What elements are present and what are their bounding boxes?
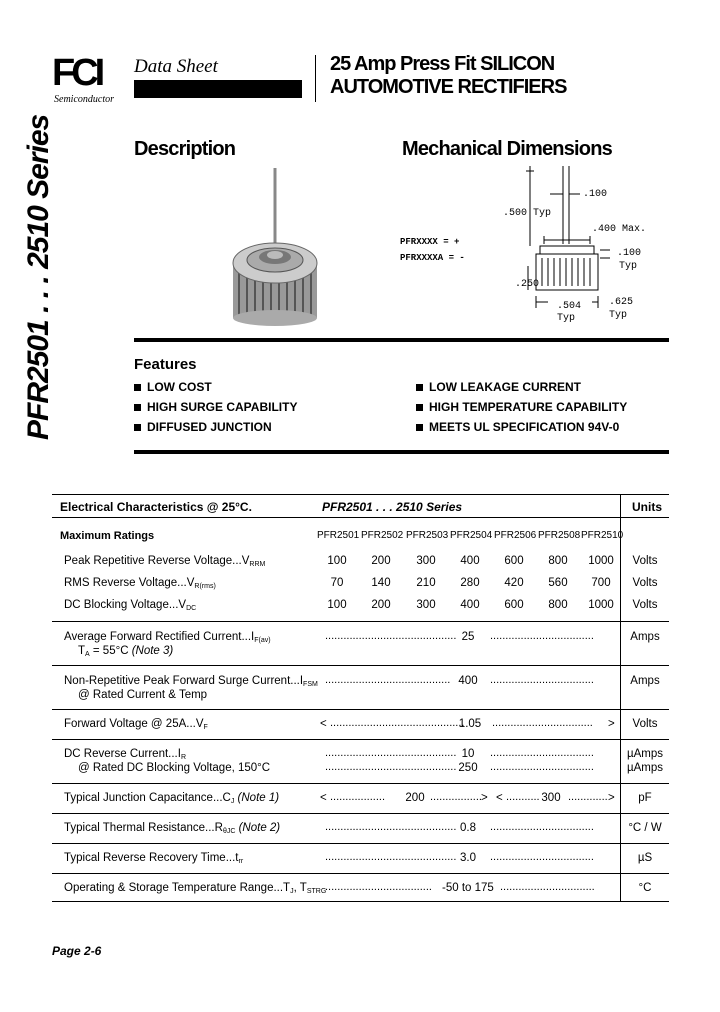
dim-504-typ: Typ — [557, 313, 576, 324]
trr-value: 3.0 — [460, 852, 476, 864]
features-bottom-rule — [134, 450, 669, 454]
reverse-value-1: 10 — [461, 748, 475, 760]
dim-625-typ: Typ — [609, 310, 628, 321]
feature-left-1: LOW COST — [134, 380, 212, 394]
cap-lt-1: < — [320, 792, 327, 804]
rating-value: 800 — [548, 555, 568, 567]
reverse-unit-2: µAmps — [626, 762, 664, 774]
column-header: PFR2501 — [317, 530, 360, 541]
rating-value: 400 — [460, 599, 480, 611]
reverse-unit-1: µAmps — [626, 748, 664, 760]
rating-value: 200 — [371, 599, 391, 611]
cap-unit: pF — [638, 792, 652, 804]
feature-left-3: DIFFUSED JUNCTION — [134, 420, 272, 434]
vf-label: Forward Voltage @ $25A...V_F$ — [64, 718, 208, 731]
row-rule — [52, 739, 669, 740]
rating-value: 300 — [416, 555, 436, 567]
row-rule — [52, 813, 669, 814]
dot-leader: ................. — [430, 791, 482, 803]
reverse-label: DC Reverse $Current...I_R$ — [64, 748, 187, 761]
feature-left-2: HIGH SURGE CAPABILITY — [134, 400, 297, 414]
rating-value: 600 — [504, 599, 524, 611]
table-header-units: Units — [632, 500, 662, 514]
feature-right-1: LOW LEAKAGE CURRENT — [416, 380, 581, 394]
reverse-value-2: 250 — [458, 762, 478, 774]
column-header: PFR2506 — [494, 530, 537, 541]
row-rule — [52, 843, 669, 844]
vf-value: 1.05 — [458, 718, 482, 730]
table-header-series: PFR2501 . . . 2510 Series — [322, 500, 463, 514]
dim-250: .250 — [515, 279, 540, 290]
header-bar — [134, 80, 302, 98]
rating-unit: Volts — [632, 599, 658, 611]
row-rule — [52, 783, 669, 784]
header-divider — [315, 55, 316, 102]
dot-leader: .................................. — [490, 851, 594, 863]
table-top-rule — [52, 494, 669, 495]
vf-gt: > — [608, 718, 615, 730]
dot-leader: .................................. — [490, 674, 594, 686]
rating-value: 100 — [327, 599, 347, 611]
dot-leader: ........................................... — [325, 747, 457, 759]
dot-leader: ................................. — [492, 717, 593, 729]
table-bottom-rule — [52, 901, 669, 902]
feature-right-3: MEETS UL SPECIFICATION 94V-0 — [416, 420, 619, 434]
trr-label: Typical Reverse Recovery $Time...t_{rr}$ — [64, 852, 244, 865]
cap-value-2: 300 — [541, 792, 561, 804]
dot-leader: ........................................... — [325, 630, 457, 642]
thermal-label: Typical Thermal $Resistance...R_{\theta JC}$ (Note 2) — [64, 822, 281, 835]
dot-leader: ........................................... — [325, 851, 457, 863]
polarity-positive: PFRXXXX = + — [400, 237, 460, 247]
rating-unit: Volts — [632, 577, 658, 589]
rating-value: 70 — [330, 577, 344, 589]
dim-100-right: .100 — [617, 248, 642, 259]
dim-500: .500 Typ — [503, 208, 552, 219]
description-heading: Description — [134, 138, 236, 160]
dot-leader: ........................................... — [325, 761, 457, 773]
page-title — [330, 53, 566, 99]
rating-value: 140 — [371, 577, 391, 589]
side-series-title: PFR2501 . . . 2510 Series — [22, 114, 55, 440]
row-rule — [52, 873, 669, 874]
dot-leader: .................................. — [490, 821, 594, 833]
avg-current-condition: $T_A = 55^\circ C$ (Note 3) — [78, 645, 174, 658]
surge-condition: @ Rated Current & Temp — [78, 689, 208, 701]
title-line-1: 25 Amp Press Fit SILICON — [330, 53, 555, 75]
rating-unit: Volts — [632, 555, 658, 567]
rating-value: 280 — [460, 577, 480, 589]
rating-label: Peak Repetitive Reverse $Voltage...V_{RRM}$ — [64, 555, 266, 568]
column-header: PFR2504 — [450, 530, 493, 541]
temp-unit: °C — [638, 882, 652, 894]
rating-label: RMS Reverse $Voltage...V_{R(rms)}$ — [64, 577, 216, 590]
surge-value: 400 — [458, 675, 478, 687]
logo-subtitle: Semiconductor — [54, 94, 114, 105]
cap-gt-2: > — [608, 792, 615, 804]
reverse-condition: @ Rated DC Blocking Voltage, 150°C — [78, 762, 271, 774]
doc-type: Data Sheet — [134, 56, 218, 77]
max-ratings-label: Maximum Ratings — [60, 530, 155, 542]
vf-unit: Volts — [632, 718, 658, 730]
dim-100-top: .100 — [583, 189, 608, 200]
cap-label: Typical Junction $Capacitance...C_J$ (Note 1) — [64, 792, 280, 805]
dot-leader: ............................................ — [330, 717, 465, 729]
cap-lt-2: < — [496, 792, 503, 804]
dot-leader: ............. — [568, 791, 608, 803]
dim-504: .504 — [557, 301, 582, 312]
column-header: PFR2510 — [581, 530, 624, 541]
cap-gt-1: > — [481, 792, 488, 804]
dot-leader: .................................. — [490, 761, 594, 773]
features-top-rule — [134, 338, 669, 342]
header-rule — [52, 517, 669, 518]
dot-leader: .................. — [330, 791, 386, 803]
features-title: Features — [134, 356, 197, 373]
dot-leader: .................................. — [490, 747, 594, 759]
thermal-unit: °C / W — [628, 822, 662, 834]
temp-value: -50 to 175 — [442, 882, 494, 894]
rating-value: 210 — [416, 577, 436, 589]
polarity-negative: PFRXXXXA = - — [400, 253, 465, 263]
dot-leader: ........... — [506, 791, 540, 803]
surge-label: Non-Repetitive Peak Forward Surge $Current...I_{FSM}$ — [64, 675, 318, 688]
title-line-2: AUTOMOTIVE RECTIFIERS — [330, 76, 567, 98]
rating-value: 100 — [327, 555, 347, 567]
column-header: PFR2508 — [538, 530, 581, 541]
rating-value: 560 — [548, 577, 568, 589]
rating-value: 600 — [504, 555, 524, 567]
dim-100-right-typ: Typ — [619, 261, 638, 272]
rating-value: 200 — [371, 555, 391, 567]
rating-value: 1000 — [588, 555, 614, 567]
dot-leader: ................................... — [325, 881, 432, 893]
rating-value: 800 — [548, 599, 568, 611]
row-rule — [52, 621, 669, 622]
avg-current-value: 25 — [461, 631, 475, 643]
rating-value: 1000 — [588, 599, 614, 611]
dim-400: .400 Max. — [592, 224, 647, 235]
rectifier-image — [225, 168, 335, 333]
dim-625: .625 — [609, 297, 634, 308]
feature-right-2: HIGH TEMPERATURE CAPABILITY — [416, 400, 627, 414]
rating-value: 700 — [591, 577, 611, 589]
thermal-value: 0.8 — [460, 822, 476, 834]
row-rule — [52, 665, 669, 666]
mechanical-heading: Mechanical Dimensions — [402, 138, 612, 160]
company-logo: FCI — [52, 52, 102, 94]
dot-leader: ............................... — [500, 881, 595, 893]
temp-label: Operating & Storage Temperature $Range...T_J$, $T_{STRG}$ — [64, 882, 327, 895]
rating-value: 300 — [416, 599, 436, 611]
dot-leader: ......................................... — [325, 674, 451, 686]
table-header-label: Electrical Characteristics @ 25°C. — [60, 500, 252, 514]
rating-label: DC Blocking $Voltage...V_{DC}$ — [64, 599, 197, 612]
rating-value: 400 — [460, 555, 480, 567]
column-header: PFR2502 — [361, 530, 404, 541]
cap-value-1: 200 — [405, 792, 425, 804]
trr-unit: µS — [637, 852, 653, 864]
avg-current-unit: Amps — [630, 631, 660, 643]
dot-leader: .................................. — [490, 630, 594, 642]
vf-lt: < — [320, 718, 327, 730]
avg-current-label: Average Forward Rectified $Current...I_{F(av)}$ — [64, 631, 271, 644]
row-rule — [52, 709, 669, 710]
page-number: Page 2-6 — [52, 944, 102, 958]
surge-unit: Amps — [630, 675, 660, 687]
dot-leader: ........................................... — [325, 821, 457, 833]
rating-value: 420 — [504, 577, 524, 589]
column-header: PFR2503 — [406, 530, 449, 541]
